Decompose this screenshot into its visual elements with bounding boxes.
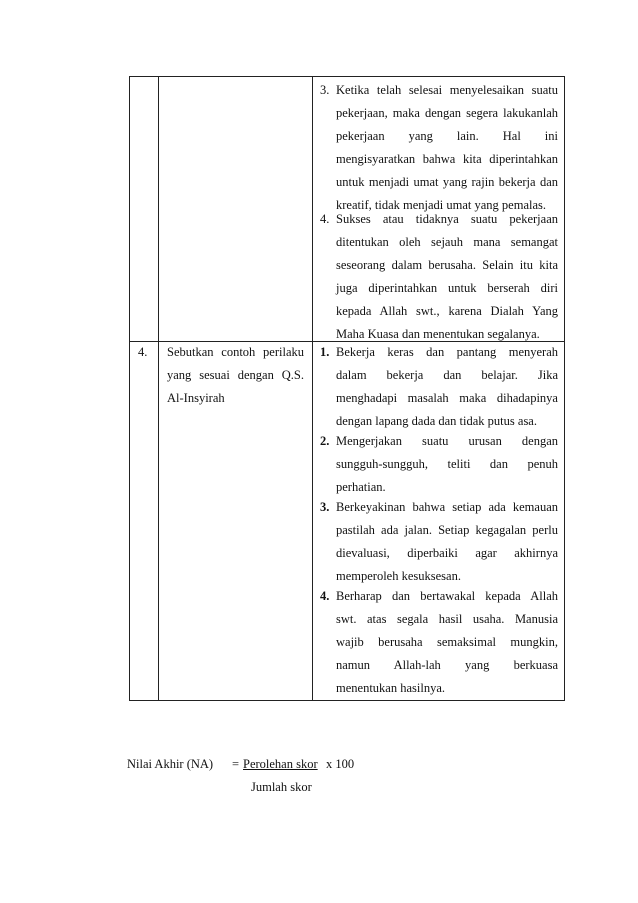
answer-line: perhatian.: [336, 480, 386, 494]
answer-text: [336, 430, 558, 499]
answer-line: dievaluasi, diperbaiki agar akhirnya: [336, 546, 558, 560]
answer-line: kreatif, tidak menjadi umat yang pemalas.: [336, 198, 546, 212]
answer-line: mengisyaratkan bahwa kita diperintahkan: [336, 152, 558, 166]
formula-equals: =: [232, 757, 240, 771]
answer-number: 3.: [320, 500, 330, 514]
answer-line: wajib berusaha semaksimal mungkin,: [336, 635, 558, 649]
table-col-divider-no: [158, 76, 159, 700]
answer-line: pekerjaan yang lain. Hal ini: [336, 129, 558, 143]
answer-line: juga diperintahkan untuk berserah diri: [336, 281, 558, 295]
answer-line: Bekerja keras dan pantang menyerah: [336, 345, 558, 359]
formula-label: Nilai Akhir (NA): [127, 757, 214, 771]
answer-line: dengan lapang dada dan tidak putus asa.: [336, 414, 537, 428]
table-border-bottom: [129, 700, 565, 701]
answer-number: 3.: [320, 83, 330, 97]
answer-text: [336, 208, 558, 346]
formula-multiplier: x 100: [326, 757, 355, 771]
answer-line: Maha Kuasa dan menentukan segalanya.: [336, 327, 540, 341]
answer-number: 4.: [320, 212, 330, 226]
table-col-divider-question: [312, 76, 313, 700]
table-border-right: [564, 76, 565, 700]
answer-line: sungguh-sungguh, teliti dan penuh: [336, 457, 558, 471]
question-line: Sebutkan contoh perilaku: [167, 345, 304, 359]
question-text: [167, 341, 304, 410]
answer-text: [336, 79, 558, 217]
answer-line: dalam bekerja dan belajar. Jika: [336, 368, 558, 382]
answer-line: Sukses atau tidaknya suatu pekerjaan: [336, 212, 558, 226]
answer-line: untuk menjadi umat yang rajin bekerja dan: [336, 175, 558, 189]
answer-line: swt. atas segala hasil usaha. Manusia: [336, 612, 558, 626]
answer-line: Berkeyakinan bahwa setiap ada kemauan: [336, 500, 558, 514]
answer-line: menghadapi masalah maka dihadapinya: [336, 391, 558, 405]
table-border-left: [129, 76, 130, 700]
formula-numerator: Perolehan skor: [243, 757, 318, 771]
question-line: Al-Insyirah: [167, 391, 225, 405]
answer-line: Mengerjakan suatu urusan dengan: [336, 434, 558, 448]
answer-line: namun Allah-lah yang berkuasa: [336, 658, 558, 672]
answer-number: 1.: [320, 345, 330, 359]
answer-number: 2.: [320, 434, 330, 448]
formula-denominator: Jumlah skor: [251, 780, 312, 794]
answer-text: [336, 585, 558, 700]
answer-number: 4.: [320, 589, 330, 603]
answer-line: seseorang dalam berusaha. Selain itu kita: [336, 258, 558, 272]
answer-line: ditentukan oleh sejauh mana semangat: [336, 235, 558, 249]
answer-text: [336, 341, 558, 433]
answer-line: Ketika telah selesai menyelesaikan suatu: [336, 83, 558, 97]
answer-line: pekerjaan, maka dengan segera lakukanlah: [336, 106, 558, 120]
answer-line: kepada Allah swt., karena Dialah Yang: [336, 304, 558, 318]
question-number: 4.: [138, 345, 148, 359]
answer-text: [336, 496, 558, 588]
answer-line: Berharap dan bertawakal kepada Allah: [336, 589, 558, 603]
question-line: yang sesuai dengan Q.S.: [167, 368, 304, 382]
answer-line: menentukan hasilnya.: [336, 681, 445, 695]
answer-line: pastilah ada jalan. Setiap kegagalan perlu: [336, 523, 558, 537]
table-border-top: [129, 76, 565, 77]
answer-line: memperoleh kesuksesan.: [336, 569, 461, 583]
